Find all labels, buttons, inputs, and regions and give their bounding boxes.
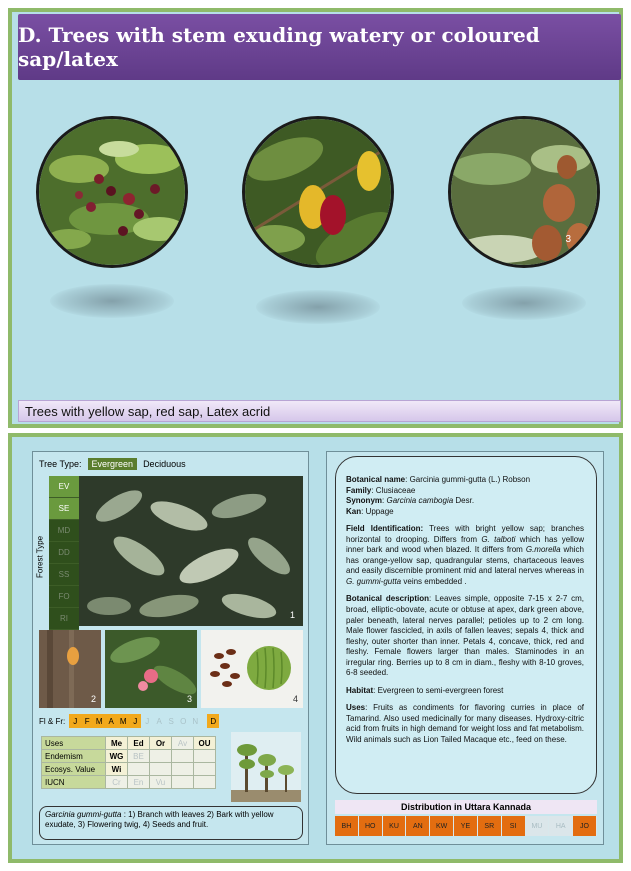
species-description-card (326, 451, 604, 845)
tree-type-label: Tree Type: (39, 459, 82, 469)
kan-label: Kan (346, 506, 362, 516)
month-cell: N (192, 716, 199, 726)
distribution-cell: AN (406, 816, 430, 836)
tree-canopy-sketch-icon (231, 732, 301, 802)
attributes-table (41, 736, 216, 789)
tree-type-row (39, 458, 186, 470)
distribution-cell: JO (573, 816, 597, 836)
ecosys-label: Ecosys. Value (42, 763, 106, 776)
habitat-label: Habitat (346, 685, 374, 695)
forest-type-md: MD (49, 520, 79, 542)
iucn-vu: Vu (150, 776, 172, 789)
botanical-description (346, 594, 584, 678)
table-row (42, 737, 216, 750)
photo-caption-text: : 1) Branch with leaves 2) Bark with yellow exudate, 3) Flowering twig, 4) Seeds and fruit. (45, 810, 274, 830)
species-ref: G. talboti (481, 534, 516, 544)
month-cell: J (145, 716, 150, 726)
botanical-description-label: Botanical description (346, 594, 429, 604)
flowering-label: Fl & Fr: (39, 716, 66, 726)
bottom-panel (8, 433, 623, 863)
photo-shadow (462, 286, 586, 320)
field-id-text: Trees with bright yellow sap; branches horizontal to drooping. Differs from (346, 524, 584, 544)
distribution-cell: SI (502, 816, 526, 836)
photo-circle-fruits-closeup (242, 116, 394, 268)
table-row (42, 776, 216, 789)
month-cell: O (180, 716, 187, 726)
tree-type-evergreen: Evergreen (88, 458, 138, 470)
forest-type-se: SE (49, 498, 79, 520)
photo-circle-branch-fruits (36, 116, 188, 268)
photo-seeds-and-fruit (201, 630, 303, 708)
forest-type-ri: RI (49, 608, 79, 630)
table-row (42, 763, 216, 776)
family: : Clusiaceae (371, 485, 416, 495)
distribution-cell: SR (478, 816, 502, 836)
use-ornamental: Or (150, 737, 172, 750)
use-edible: Ed (128, 737, 150, 750)
name-block: Botanical name: Garcinia gummi-gutta (L.) Robson Family: Clusiaceae Synonym: Garcinia cambogia Desr. Kan: Uppage (346, 475, 531, 516)
distribution-cell: MU (526, 816, 550, 836)
distribution-cell: YE (454, 816, 478, 836)
use-medicinal: Me (106, 737, 128, 750)
month-cell: J (69, 714, 81, 728)
ecosys-wi: Wi (106, 763, 128, 776)
uses-label: Uses (346, 703, 366, 713)
use-other: OU (194, 737, 216, 750)
distribution-title: Distribution in Uttara Kannada (335, 800, 597, 814)
forest-type-fo: FO (49, 586, 79, 608)
photo-flowering-twig (105, 630, 197, 708)
photo-number: 3 (186, 694, 192, 704)
iucn-cr: Cr (106, 776, 128, 789)
photo-number: 2 (90, 694, 96, 704)
habitat-text: : Evergreen to semi-evergreen forest (373, 685, 504, 695)
endemism-be: BE (128, 750, 150, 763)
botanical-name-label: Botanical name (346, 475, 406, 484)
synonym-name: Garcinia cambogia (386, 496, 454, 506)
month-cell: J (129, 714, 141, 728)
distribution-cell: KU (383, 816, 407, 836)
photo-shadow (50, 284, 174, 318)
synonym-label: Synonym (346, 496, 383, 506)
month-cell: M (117, 714, 129, 728)
gallery-caption: Trees with yellow sap, red sap, Latex acrid (18, 400, 621, 422)
photo-caption (39, 806, 303, 840)
forest-type-ev: EV (49, 476, 79, 498)
flowering-fruiting-row (39, 714, 219, 728)
photo-bark-exudate (39, 630, 101, 708)
photo-circle-ripe-fruits (448, 116, 600, 268)
iucn-en: En (128, 776, 150, 789)
species-name: Garcinia gummi-gutta (45, 810, 122, 819)
month-cell: A (156, 716, 162, 726)
uses-label: Uses (42, 737, 106, 750)
field-identification (346, 524, 584, 587)
photo-branch-with-leaves (79, 476, 303, 626)
botanical-name: : Garcinia gummi-gutta (L.) Robson (405, 475, 531, 484)
photo-number: 1 (289, 610, 295, 620)
forest-type-ss: SS (49, 564, 79, 586)
field-id-text: veins embedded . (401, 576, 467, 586)
photo-number: 3 (565, 234, 571, 245)
photo-shadow (256, 290, 380, 324)
forest-type-column (49, 476, 79, 636)
species-photo-card (32, 451, 309, 845)
field-id-text: which has yellow inner bark and wood when blazed. It differs from (346, 534, 585, 555)
month-cell: S (168, 716, 174, 726)
distribution-cell: BH (335, 816, 359, 836)
field-id-label: Field Identification: (346, 524, 424, 534)
species-ref: G. gummi-gutta (346, 576, 402, 586)
top-panel (8, 8, 623, 428)
forest-type-label: Forest Type (35, 535, 45, 579)
uses-text: : Fruits as condiments for flavoring curries in place of Tamarind. Also used medicinally for many diseases. Hydroxy-citric acid from fruits in high demand for weight loss and fat metabolism. Wild animals such as Lion Tailed Macaque etc., feed on these. (346, 703, 584, 745)
month-cell: A (105, 714, 117, 728)
distribution-cell: HO (359, 816, 383, 836)
page-title: D. Trees with stem exuding watery or coloured sap/latex (18, 14, 621, 80)
distribution-cell: KW (430, 816, 454, 836)
family-label: Family (346, 485, 372, 495)
uses (346, 703, 584, 745)
month-cell: D (207, 714, 219, 728)
forest-type-dd: DD (49, 542, 79, 564)
use-avenue: Av (172, 737, 194, 750)
field-id-text: which has orange-yellow sap, quadrangular stems, chartaceous leaves and easily discernible prominent mid and lateral nerves whereas in (346, 545, 584, 576)
description-box (335, 456, 597, 794)
species-ref: G.morella (525, 545, 561, 555)
table-row (42, 750, 216, 763)
synonym-author: Desr. (453, 496, 475, 506)
month-cell: M (93, 714, 105, 728)
month-cell: F (81, 714, 93, 728)
botanical-description-text: : Leaves simple, opposite 7-15 x 2-7 cm, broad, elliptic-obovate, acute or obtuse at apex, dark green above, paler beneath, lateral nerves parallel; petioles up to 2 cm long. Male flower fascicled, in axils of fallen leaves; sepals 4, thick and fleshy, outer shorter than inner. Petals 4, concave, thick, red and fleshy. Female flowers larger than males. Staminodes in an irregular ring. Berries up to 8 cm in diam., fleshy with 8-10 groves, 6-8 seeded. (346, 594, 584, 678)
kan-name: : Uppage (361, 506, 394, 516)
iucn-label: IUCN (42, 776, 106, 789)
endemism-label: Endemism (42, 750, 106, 763)
endemism-wg: WG (106, 750, 128, 763)
habitat (346, 686, 584, 697)
distribution-row (335, 816, 597, 836)
photo-number: 4 (292, 694, 298, 704)
tree-type-deciduous: Deciduous (143, 459, 186, 469)
distribution-cell: HA (549, 816, 573, 836)
